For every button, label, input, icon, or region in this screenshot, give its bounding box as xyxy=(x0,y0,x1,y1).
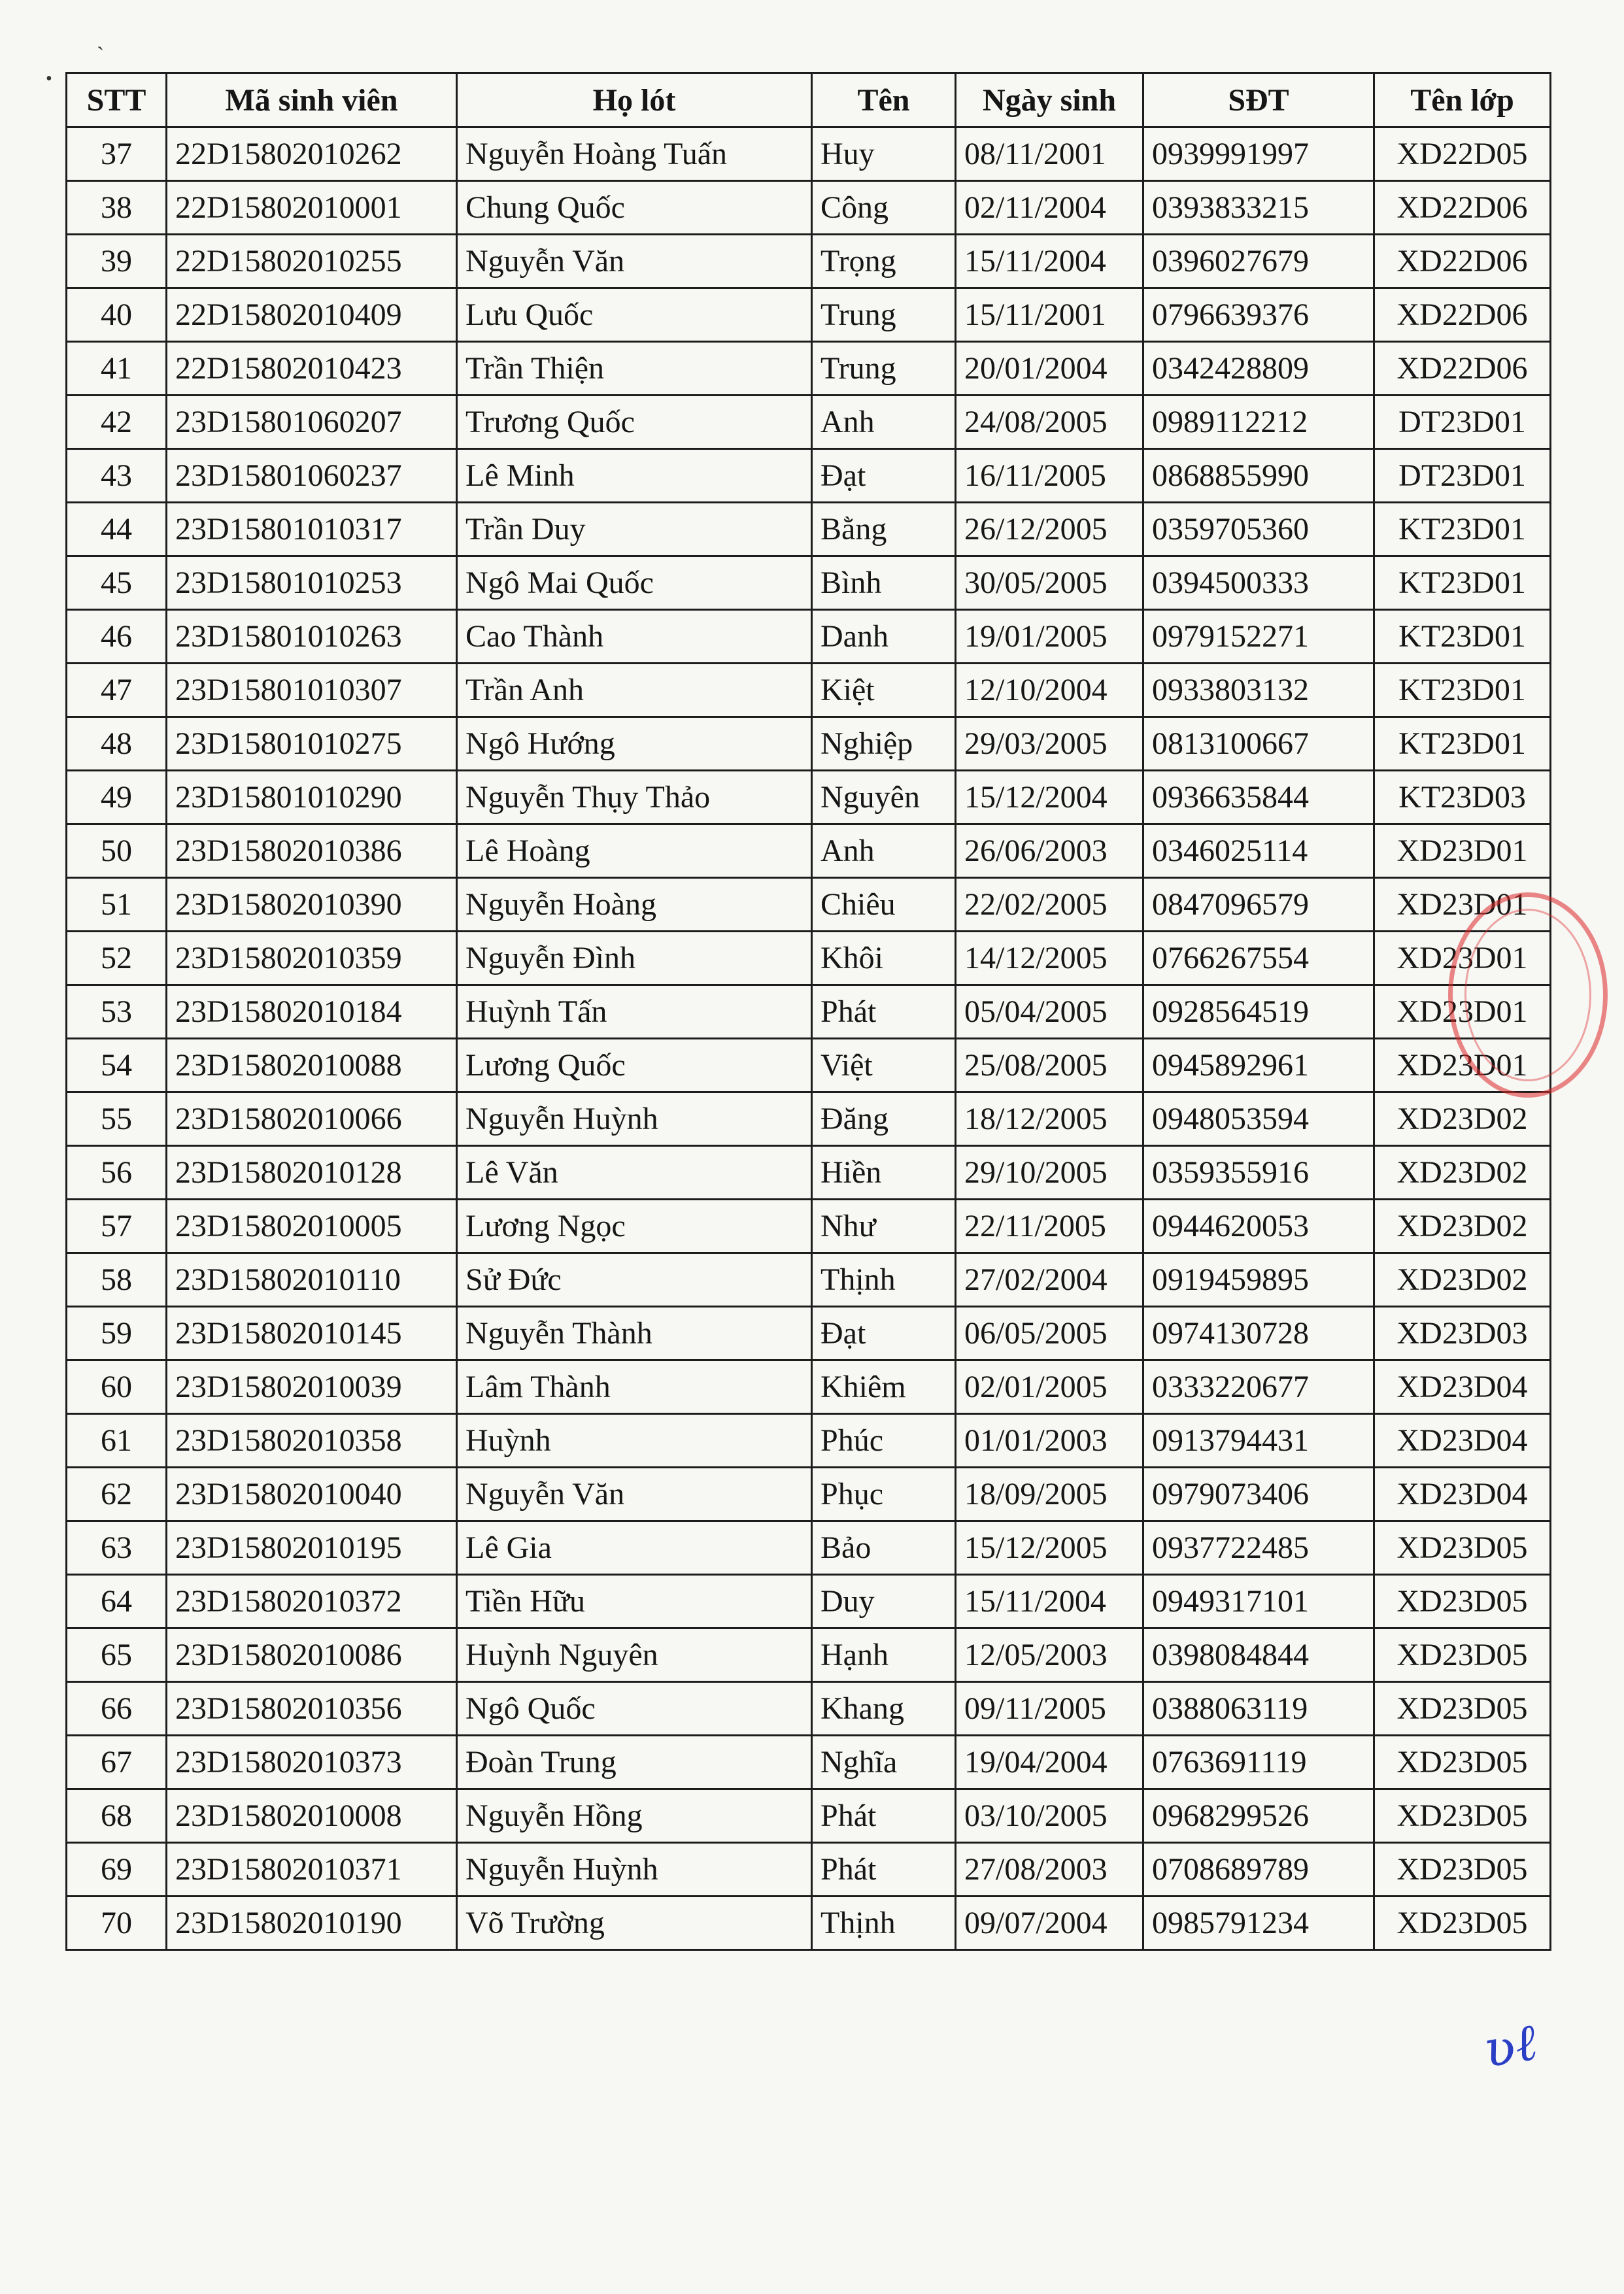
cell-last-name: Ngô Hướng xyxy=(457,717,812,771)
cell-first-name: Phát xyxy=(812,1843,956,1897)
handwritten-signature: ʋℓ xyxy=(1479,2012,1542,2080)
cell-class: KT23D01 xyxy=(1374,556,1551,610)
cell-dob: 12/05/2003 xyxy=(956,1628,1143,1682)
cell-first-name: Chiêu xyxy=(812,878,956,932)
cell-student-id: 23D15802010373 xyxy=(167,1736,457,1789)
cell-stt: 53 xyxy=(67,985,167,1039)
table-row xyxy=(67,1307,1551,1360)
cell-last-name: Trương Quốc xyxy=(457,396,812,449)
cell-phone: 0396027679 xyxy=(1143,235,1374,288)
cell-dob: 16/11/2005 xyxy=(956,449,1143,503)
cell-class: XD23D05 xyxy=(1374,1521,1551,1575)
header-dob: Ngày sinh xyxy=(956,73,1143,127)
cell-first-name: Công xyxy=(812,181,956,235)
cell-student-id: 23D15802010008 xyxy=(167,1789,457,1843)
table-row xyxy=(67,1789,1551,1843)
table-row xyxy=(67,127,1551,181)
cell-dob: 09/07/2004 xyxy=(956,1897,1143,1950)
cell-phone: 0346025114 xyxy=(1143,824,1374,878)
cell-student-id: 23D15802010372 xyxy=(167,1575,457,1628)
cell-last-name: Lê Gia xyxy=(457,1521,812,1575)
cell-phone: 0342428809 xyxy=(1143,342,1374,396)
cell-class: XD23D04 xyxy=(1374,1414,1551,1468)
cell-stt: 63 xyxy=(67,1521,167,1575)
cell-dob: 02/11/2004 xyxy=(956,181,1143,235)
cell-first-name: Trọng xyxy=(812,235,956,288)
cell-class: XD23D04 xyxy=(1374,1360,1551,1414)
cell-stt: 58 xyxy=(67,1253,167,1307)
cell-stt: 42 xyxy=(67,396,167,449)
cell-first-name: Huy xyxy=(812,127,956,181)
cell-stt: 61 xyxy=(67,1414,167,1468)
cell-dob: 24/08/2005 xyxy=(956,396,1143,449)
cell-class: XD22D06 xyxy=(1374,181,1551,235)
cell-first-name: Kiệt xyxy=(812,664,956,717)
cell-last-name: Nguyễn Văn xyxy=(457,235,812,288)
cell-last-name: Chung Quốc xyxy=(457,181,812,235)
cell-first-name: Hiền xyxy=(812,1146,956,1200)
cell-first-name: Bảo xyxy=(812,1521,956,1575)
cell-stt: 46 xyxy=(67,610,167,664)
cell-student-id: 23D15801010253 xyxy=(167,556,457,610)
cell-dob: 15/11/2004 xyxy=(956,235,1143,288)
cell-first-name: Duy xyxy=(812,1575,956,1628)
cell-last-name: Lưu Quốc xyxy=(457,288,812,342)
cell-student-id: 23D15802010039 xyxy=(167,1360,457,1414)
cell-stt: 59 xyxy=(67,1307,167,1360)
cell-first-name: Phát xyxy=(812,985,956,1039)
cell-phone: 0979152271 xyxy=(1143,610,1374,664)
cell-last-name: Nguyễn Thụy Thảo xyxy=(457,771,812,824)
cell-dob: 27/08/2003 xyxy=(956,1843,1143,1897)
cell-stt: 55 xyxy=(67,1092,167,1146)
cell-stt: 62 xyxy=(67,1468,167,1521)
cell-phone: 0359355916 xyxy=(1143,1146,1374,1200)
cell-last-name: Huỳnh Tấn xyxy=(457,985,812,1039)
cell-class: KT23D01 xyxy=(1374,610,1551,664)
cell-class: XD23D02 xyxy=(1374,1253,1551,1307)
cell-dob: 15/12/2005 xyxy=(956,1521,1143,1575)
cell-last-name: Võ Trường xyxy=(457,1897,812,1950)
cell-dob: 27/02/2004 xyxy=(956,1253,1143,1307)
table-row xyxy=(67,1575,1551,1628)
cell-first-name: Khiêm xyxy=(812,1360,956,1414)
cell-stt: 37 xyxy=(67,127,167,181)
cell-phone: 0398084844 xyxy=(1143,1628,1374,1682)
cell-student-id: 23D15802010088 xyxy=(167,1039,457,1092)
cell-first-name: Bình xyxy=(812,556,956,610)
table-row xyxy=(67,1146,1551,1200)
cell-student-id: 22D15802010255 xyxy=(167,235,457,288)
cell-stt: 52 xyxy=(67,932,167,985)
cell-first-name: Nghiệp xyxy=(812,717,956,771)
cell-phone: 0945892961 xyxy=(1143,1039,1374,1092)
header-class: Tên lớp xyxy=(1374,73,1551,127)
cell-class: XD23D05 xyxy=(1374,1843,1551,1897)
table-row xyxy=(67,1414,1551,1468)
cell-phone: 0937722485 xyxy=(1143,1521,1374,1575)
cell-first-name: Đạt xyxy=(812,1307,956,1360)
cell-student-id: 23D15802010390 xyxy=(167,878,457,932)
cell-class: KT23D01 xyxy=(1374,717,1551,771)
cell-first-name: Nguyên xyxy=(812,771,956,824)
cell-first-name: Anh xyxy=(812,824,956,878)
cell-student-id: 23D15802010005 xyxy=(167,1200,457,1253)
cell-last-name: Ngô Quốc xyxy=(457,1682,812,1736)
cell-stt: 70 xyxy=(67,1897,167,1950)
cell-class: XD23D05 xyxy=(1374,1682,1551,1736)
cell-phone: 0919459895 xyxy=(1143,1253,1374,1307)
cell-stt: 57 xyxy=(67,1200,167,1253)
cell-student-id: 22D15802010001 xyxy=(167,181,457,235)
cell-stt: 38 xyxy=(67,181,167,235)
cell-phone: 0913794431 xyxy=(1143,1414,1374,1468)
cell-dob: 26/12/2005 xyxy=(956,503,1143,556)
cell-class: DT23D01 xyxy=(1374,396,1551,449)
cell-dob: 01/01/2003 xyxy=(956,1414,1143,1468)
cell-class: XD22D06 xyxy=(1374,342,1551,396)
cell-student-id: 23D15802010066 xyxy=(167,1092,457,1146)
cell-stt: 68 xyxy=(67,1789,167,1843)
cell-last-name: Nguyễn Hoàng xyxy=(457,878,812,932)
cell-last-name: Trần Duy xyxy=(457,503,812,556)
cell-last-name: Nguyễn Huỳnh xyxy=(457,1843,812,1897)
cell-first-name: Anh xyxy=(812,396,956,449)
cell-first-name: Trung xyxy=(812,342,956,396)
cell-stt: 50 xyxy=(67,824,167,878)
cell-phone: 0948053594 xyxy=(1143,1092,1374,1146)
cell-dob: 06/05/2005 xyxy=(956,1307,1143,1360)
table-row xyxy=(67,503,1551,556)
cell-dob: 25/08/2005 xyxy=(956,1039,1143,1092)
cell-dob: 20/01/2004 xyxy=(956,342,1143,396)
table-row xyxy=(67,1360,1551,1414)
cell-student-id: 23D15802010356 xyxy=(167,1682,457,1736)
cell-dob: 26/06/2003 xyxy=(956,824,1143,878)
cell-dob: 03/10/2005 xyxy=(956,1789,1143,1843)
table-row xyxy=(67,1468,1551,1521)
cell-student-id: 23D15801060207 xyxy=(167,396,457,449)
cell-last-name: Trần Anh xyxy=(457,664,812,717)
cell-last-name: Trần Thiện xyxy=(457,342,812,396)
cell-first-name: Nghĩa xyxy=(812,1736,956,1789)
cell-last-name: Lương Ngọc xyxy=(457,1200,812,1253)
cell-class: XD22D06 xyxy=(1374,288,1551,342)
cell-last-name: Lê Hoàng xyxy=(457,824,812,878)
student-roster-table xyxy=(65,72,1551,1951)
cell-last-name: Lâm Thành xyxy=(457,1360,812,1414)
cell-last-name: Nguyễn Đình xyxy=(457,932,812,985)
cell-last-name: Nguyễn Thành xyxy=(457,1307,812,1360)
cell-first-name: Thịnh xyxy=(812,1253,956,1307)
cell-stt: 39 xyxy=(67,235,167,288)
cell-first-name: Như xyxy=(812,1200,956,1253)
table-row xyxy=(67,235,1551,288)
cell-dob: 15/12/2004 xyxy=(956,771,1143,824)
cell-stt: 66 xyxy=(67,1682,167,1736)
cell-dob: 19/01/2005 xyxy=(956,610,1143,664)
cell-last-name: Lê Văn xyxy=(457,1146,812,1200)
cell-student-id: 23D15802010190 xyxy=(167,1897,457,1950)
cell-first-name: Phục xyxy=(812,1468,956,1521)
cell-stt: 67 xyxy=(67,1736,167,1789)
cell-last-name: Lê Minh xyxy=(457,449,812,503)
cell-phone: 0985791234 xyxy=(1143,1897,1374,1950)
cell-class: XD23D05 xyxy=(1374,1897,1551,1950)
cell-class: XD23D02 xyxy=(1374,1200,1551,1253)
cell-stt: 49 xyxy=(67,771,167,824)
cell-phone: 0813100667 xyxy=(1143,717,1374,771)
cell-last-name: Lương Quốc xyxy=(457,1039,812,1092)
cell-student-id: 23D15801010275 xyxy=(167,717,457,771)
cell-phone: 0359705360 xyxy=(1143,503,1374,556)
header-student-id: Mã sinh viên xyxy=(167,73,457,127)
cell-phone: 0968299526 xyxy=(1143,1789,1374,1843)
cell-first-name: Khang xyxy=(812,1682,956,1736)
cell-last-name: Ngô Mai Quốc xyxy=(457,556,812,610)
cell-dob: 02/01/2005 xyxy=(956,1360,1143,1414)
cell-stt: 45 xyxy=(67,556,167,610)
cell-dob: 12/10/2004 xyxy=(956,664,1143,717)
cell-phone: 0333220677 xyxy=(1143,1360,1374,1414)
cell-first-name: Bằng xyxy=(812,503,956,556)
cell-student-id: 22D15802010423 xyxy=(167,342,457,396)
table-row xyxy=(67,181,1551,235)
cell-dob: 15/11/2004 xyxy=(956,1575,1143,1628)
cell-phone: 0979073406 xyxy=(1143,1468,1374,1521)
scan-dot: • xyxy=(46,69,52,89)
cell-dob: 19/04/2004 xyxy=(956,1736,1143,1789)
cell-student-id: 23D15801010290 xyxy=(167,771,457,824)
cell-class: XD23D01 xyxy=(1374,1039,1551,1092)
cell-phone: 0766267554 xyxy=(1143,932,1374,985)
table-row xyxy=(67,824,1551,878)
header-stt: STT xyxy=(67,73,167,127)
header-phone: SĐT xyxy=(1143,73,1374,127)
cell-class: XD23D05 xyxy=(1374,1736,1551,1789)
table-row xyxy=(67,1682,1551,1736)
cell-phone: 0928564519 xyxy=(1143,985,1374,1039)
table-row xyxy=(67,717,1551,771)
cell-stt: 41 xyxy=(67,342,167,396)
cell-stt: 48 xyxy=(67,717,167,771)
cell-dob: 22/11/2005 xyxy=(956,1200,1143,1253)
cell-phone: 0933803132 xyxy=(1143,664,1374,717)
cell-stt: 44 xyxy=(67,503,167,556)
cell-phone: 0388063119 xyxy=(1143,1682,1374,1736)
cell-class: XD23D01 xyxy=(1374,985,1551,1039)
table-row xyxy=(67,771,1551,824)
cell-class: DT23D01 xyxy=(1374,449,1551,503)
cell-phone: 0763691119 xyxy=(1143,1736,1374,1789)
cell-stt: 54 xyxy=(67,1039,167,1092)
table-row xyxy=(67,664,1551,717)
cell-class: XD23D02 xyxy=(1374,1092,1551,1146)
cell-phone: 0796639376 xyxy=(1143,288,1374,342)
cell-first-name: Phúc xyxy=(812,1414,956,1468)
cell-phone: 0393833215 xyxy=(1143,181,1374,235)
cell-class: XD22D05 xyxy=(1374,127,1551,181)
header-last-name: Họ lót xyxy=(457,73,812,127)
cell-student-id: 23D15802010184 xyxy=(167,985,457,1039)
cell-student-id: 23D15802010040 xyxy=(167,1468,457,1521)
cell-last-name: Tiền Hữu xyxy=(457,1575,812,1628)
table-row xyxy=(67,878,1551,932)
table-row xyxy=(67,288,1551,342)
cell-last-name: Nguyễn Hoàng Tuấn xyxy=(457,127,812,181)
cell-stt: 40 xyxy=(67,288,167,342)
cell-first-name: Thịnh xyxy=(812,1897,956,1950)
table-row xyxy=(67,1092,1551,1146)
cell-last-name: Nguyễn Hồng xyxy=(457,1789,812,1843)
cell-last-name: Huỳnh Nguyên xyxy=(457,1628,812,1682)
cell-first-name: Khôi xyxy=(812,932,956,985)
cell-stt: 60 xyxy=(67,1360,167,1414)
cell-student-id: 23D15802010086 xyxy=(167,1628,457,1682)
cell-phone: 0989112212 xyxy=(1143,396,1374,449)
cell-class: KT23D01 xyxy=(1374,503,1551,556)
cell-student-id: 23D15802010386 xyxy=(167,824,457,878)
cell-student-id: 23D15802010128 xyxy=(167,1146,457,1200)
cell-last-name: Đoàn Trung xyxy=(457,1736,812,1789)
cell-class: XD23D05 xyxy=(1374,1628,1551,1682)
cell-dob: 29/10/2005 xyxy=(956,1146,1143,1200)
cell-first-name: Danh xyxy=(812,610,956,664)
cell-dob: 15/11/2001 xyxy=(956,288,1143,342)
cell-first-name: Phát xyxy=(812,1789,956,1843)
table-row xyxy=(67,610,1551,664)
cell-class: XD23D04 xyxy=(1374,1468,1551,1521)
cell-last-name: Nguyễn Văn xyxy=(457,1468,812,1521)
cell-dob: 29/03/2005 xyxy=(956,717,1143,771)
cell-class: XD23D01 xyxy=(1374,824,1551,878)
cell-stt: 64 xyxy=(67,1575,167,1628)
cell-phone: 0708689789 xyxy=(1143,1843,1374,1897)
table-header-row xyxy=(67,73,1551,127)
table-body xyxy=(67,127,1551,1950)
cell-student-id: 23D15802010110 xyxy=(167,1253,457,1307)
cell-class: XD23D03 xyxy=(1374,1307,1551,1360)
table-row xyxy=(67,556,1551,610)
cell-dob: 30/05/2005 xyxy=(956,556,1143,610)
cell-phone: 0939991997 xyxy=(1143,127,1374,181)
cell-stt: 69 xyxy=(67,1843,167,1897)
cell-phone: 0974130728 xyxy=(1143,1307,1374,1360)
cell-student-id: 23D15801010263 xyxy=(167,610,457,664)
cell-dob: 18/09/2005 xyxy=(956,1468,1143,1521)
table-row xyxy=(67,932,1551,985)
cell-class: XD23D01 xyxy=(1374,878,1551,932)
table-row xyxy=(67,1736,1551,1789)
cell-student-id: 22D15802010262 xyxy=(167,127,457,181)
cell-class: KT23D01 xyxy=(1374,664,1551,717)
cell-first-name: Đăng xyxy=(812,1092,956,1146)
cell-first-name: Đạt xyxy=(812,449,956,503)
cell-first-name: Việt xyxy=(812,1039,956,1092)
cell-dob: 09/11/2005 xyxy=(956,1682,1143,1736)
cell-class: XD23D05 xyxy=(1374,1575,1551,1628)
cell-student-id: 23D15802010145 xyxy=(167,1307,457,1360)
table-row xyxy=(67,1039,1551,1092)
cell-class: XD23D02 xyxy=(1374,1146,1551,1200)
cell-class: XD23D05 xyxy=(1374,1789,1551,1843)
cell-stt: 65 xyxy=(67,1628,167,1682)
cell-stt: 43 xyxy=(67,449,167,503)
cell-last-name: Nguyễn Huỳnh xyxy=(457,1092,812,1146)
table-row xyxy=(67,1628,1551,1682)
table-row xyxy=(67,1843,1551,1897)
table-row xyxy=(67,1897,1551,1950)
cell-dob: 05/04/2005 xyxy=(956,985,1143,1039)
cell-phone: 0936635844 xyxy=(1143,771,1374,824)
cell-dob: 18/12/2005 xyxy=(956,1092,1143,1146)
cell-first-name: Hạnh xyxy=(812,1628,956,1682)
cell-phone: 0868855990 xyxy=(1143,449,1374,503)
header-first-name: Tên xyxy=(812,73,956,127)
cell-stt: 51 xyxy=(67,878,167,932)
cell-dob: 14/12/2005 xyxy=(956,932,1143,985)
table-row xyxy=(67,1521,1551,1575)
cell-last-name: Sử Đức xyxy=(457,1253,812,1307)
cell-stt: 56 xyxy=(67,1146,167,1200)
table-row xyxy=(67,1253,1551,1307)
cell-last-name: Huỳnh xyxy=(457,1414,812,1468)
table-row xyxy=(67,449,1551,503)
cell-dob: 08/11/2001 xyxy=(956,127,1143,181)
cell-dob: 22/02/2005 xyxy=(956,878,1143,932)
cell-stt: 47 xyxy=(67,664,167,717)
cell-student-id: 23D15801010307 xyxy=(167,664,457,717)
cell-student-id: 23D15801060237 xyxy=(167,449,457,503)
cell-student-id: 23D15802010371 xyxy=(167,1843,457,1897)
cell-phone: 0847096579 xyxy=(1143,878,1374,932)
cell-student-id: 23D15801010317 xyxy=(167,503,457,556)
table-row xyxy=(67,342,1551,396)
cell-class: XD22D06 xyxy=(1374,235,1551,288)
cell-student-id: 23D15802010359 xyxy=(167,932,457,985)
cell-class: KT23D03 xyxy=(1374,771,1551,824)
cell-first-name: Trung xyxy=(812,288,956,342)
table-row xyxy=(67,396,1551,449)
cell-student-id: 23D15802010358 xyxy=(167,1414,457,1468)
table-row xyxy=(67,1200,1551,1253)
scan-mark: ˎ xyxy=(97,26,105,50)
cell-phone: 0944620053 xyxy=(1143,1200,1374,1253)
cell-student-id: 22D15802010409 xyxy=(167,288,457,342)
table-row xyxy=(67,985,1551,1039)
cell-last-name: Cao Thành xyxy=(457,610,812,664)
cell-class: XD23D01 xyxy=(1374,932,1551,985)
cell-phone: 0949317101 xyxy=(1143,1575,1374,1628)
cell-student-id: 23D15802010195 xyxy=(167,1521,457,1575)
cell-phone: 0394500333 xyxy=(1143,556,1374,610)
